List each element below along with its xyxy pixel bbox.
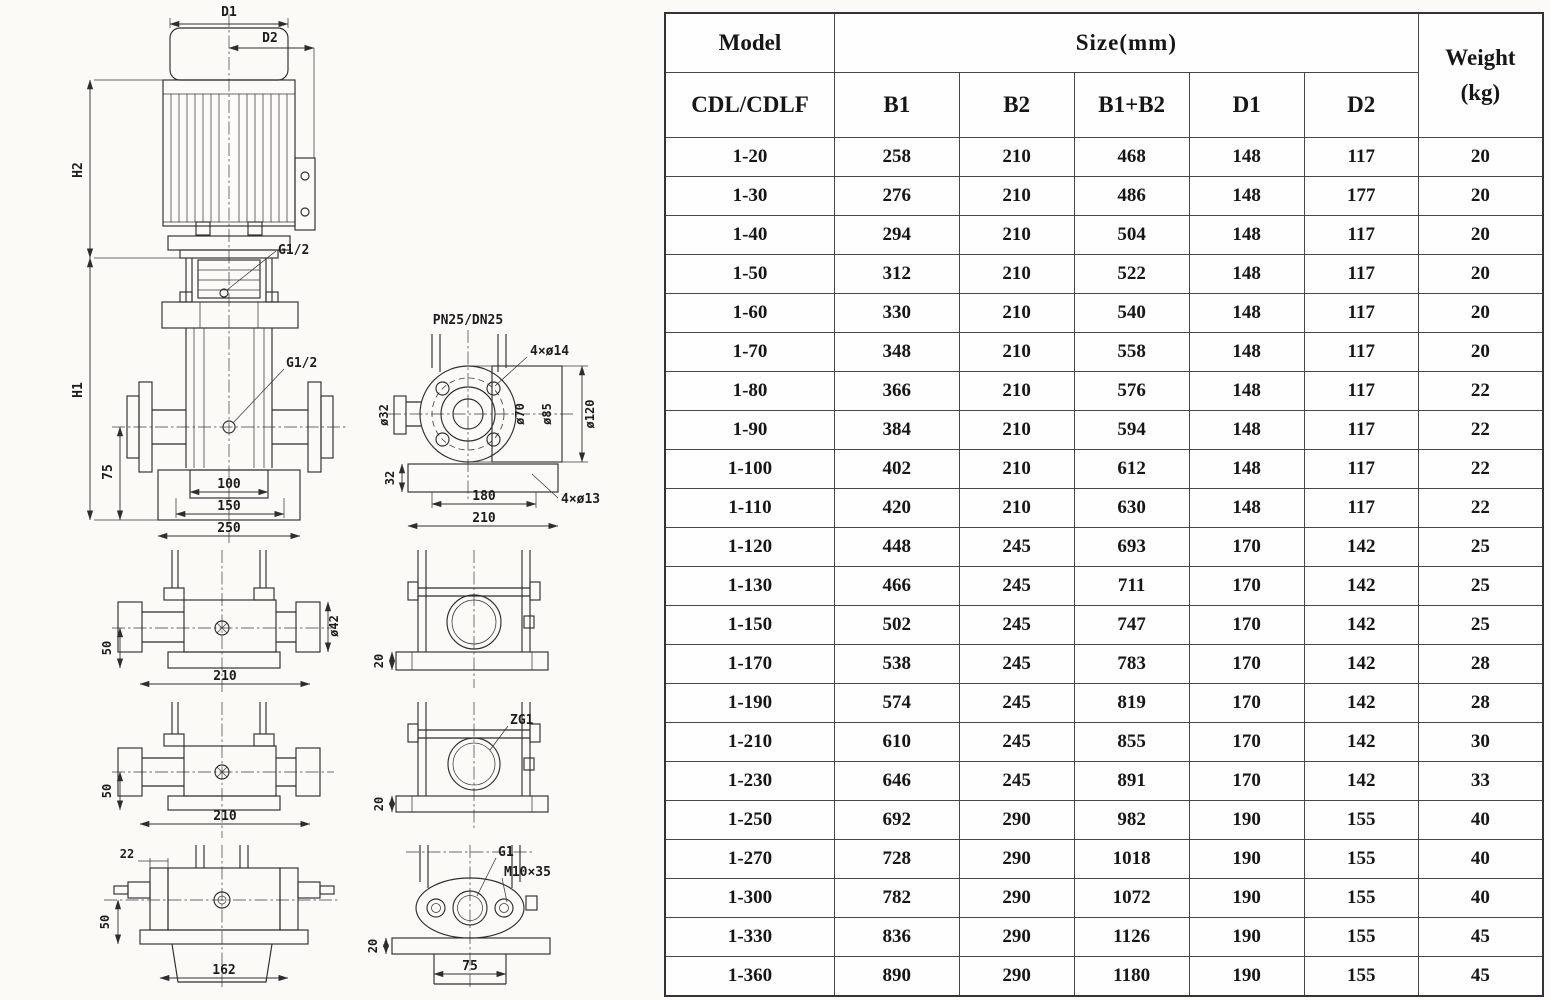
dim-label-d2: D2 bbox=[262, 31, 278, 46]
col-header-b1: B1 bbox=[834, 73, 959, 138]
dimension-cell: 45 bbox=[1418, 918, 1543, 957]
side-view-1 bbox=[372, 550, 548, 688]
dim-label-22: 22 bbox=[119, 847, 135, 861]
dimension-cell: 25 bbox=[1418, 528, 1543, 567]
dimension-cell: 890 bbox=[834, 957, 959, 997]
label-bolts-4x14: 4×ø14 bbox=[530, 344, 570, 359]
table-row bbox=[665, 216, 1543, 255]
dimension-cell: 1180 bbox=[1074, 957, 1189, 997]
weight-label: Weight bbox=[1445, 45, 1516, 70]
dim-label-50-bottom: 50 bbox=[98, 914, 112, 930]
dimension-cell: 1018 bbox=[1074, 840, 1189, 879]
dimension-cell: 117 bbox=[1304, 294, 1418, 333]
dimension-cell: 20 bbox=[1418, 138, 1543, 177]
dimension-cell: 290 bbox=[959, 879, 1074, 918]
model-cell: 1-270 bbox=[665, 840, 834, 879]
dimension-cell: 170 bbox=[1189, 606, 1304, 645]
dimension-cell: 148 bbox=[1189, 333, 1304, 372]
dim-label-dia42: ø42 bbox=[327, 615, 341, 637]
dimension-cell: 148 bbox=[1189, 372, 1304, 411]
dimension-cell: 891 bbox=[1074, 762, 1189, 801]
dimension-cell: 142 bbox=[1304, 723, 1418, 762]
model-cell: 1-230 bbox=[665, 762, 834, 801]
dimension-cell: 30 bbox=[1418, 723, 1543, 762]
label-m10x35: M10×35 bbox=[504, 865, 551, 880]
dim-label-75-side3: 75 bbox=[462, 959, 478, 974]
dimension-cell: 210 bbox=[959, 489, 1074, 528]
dim-label-20-side3: 20 bbox=[366, 938, 380, 954]
dimension-cell: 20 bbox=[1418, 294, 1543, 333]
dimension-cell: 747 bbox=[1074, 606, 1189, 645]
table-row bbox=[665, 762, 1543, 801]
model-header: Model bbox=[665, 13, 834, 73]
model-cell: 1-40 bbox=[665, 216, 834, 255]
section-view-1 bbox=[100, 550, 341, 694]
table-row bbox=[665, 606, 1543, 645]
dimension-cell: 290 bbox=[959, 840, 1074, 879]
dim-label-d1: D1 bbox=[221, 5, 237, 20]
dimension-cell: 20 bbox=[1418, 216, 1543, 255]
dimension-cell: 142 bbox=[1304, 645, 1418, 684]
model-cell: 1-100 bbox=[665, 450, 834, 489]
model-cell: 1-70 bbox=[665, 333, 834, 372]
model-cell: 1-90 bbox=[665, 411, 834, 450]
dimension-cell: 210 bbox=[959, 372, 1074, 411]
model-cell: 1-80 bbox=[665, 372, 834, 411]
dimension-cell: 612 bbox=[1074, 450, 1189, 489]
dimension-cell: 33 bbox=[1418, 762, 1543, 801]
dimension-cell: 210 bbox=[959, 177, 1074, 216]
dimension-cell: 20 bbox=[1418, 177, 1543, 216]
dimension-cell: 210 bbox=[959, 138, 1074, 177]
model-cell: 1-190 bbox=[665, 684, 834, 723]
dimension-cell: 448 bbox=[834, 528, 959, 567]
side-view-3 bbox=[366, 845, 551, 988]
label-pn25-dn25: PN25/DN25 bbox=[432, 313, 504, 328]
table-row bbox=[665, 450, 1543, 489]
dimension-cell: 148 bbox=[1189, 411, 1304, 450]
section-view-3 bbox=[98, 845, 340, 990]
dim-label-dia120: ø120 bbox=[583, 399, 597, 429]
dimension-cell: 504 bbox=[1074, 216, 1189, 255]
label-g1: G1 bbox=[498, 845, 514, 860]
dimension-cell: 190 bbox=[1189, 957, 1304, 997]
dimension-cell: 170 bbox=[1189, 684, 1304, 723]
model-cell: 1-300 bbox=[665, 879, 834, 918]
dimension-cell: 711 bbox=[1074, 567, 1189, 606]
flange-top-view bbox=[377, 313, 600, 526]
dim-label-h2: H2 bbox=[71, 162, 86, 178]
dimension-cell: 258 bbox=[834, 138, 959, 177]
dim-label-210-mid1: 210 bbox=[213, 669, 237, 684]
table-row bbox=[665, 528, 1543, 567]
dimension-cell: 576 bbox=[1074, 372, 1189, 411]
model-cell: 1-150 bbox=[665, 606, 834, 645]
label-bolts-4x13: 4×ø13 bbox=[561, 492, 601, 507]
dim-label-150: 150 bbox=[217, 499, 241, 514]
table-row bbox=[665, 801, 1543, 840]
dimension-cell: 25 bbox=[1418, 606, 1543, 645]
dimension-cell: 384 bbox=[834, 411, 959, 450]
dimension-cell: 148 bbox=[1189, 177, 1304, 216]
dimension-cell: 190 bbox=[1189, 801, 1304, 840]
model-cell: 1-20 bbox=[665, 138, 834, 177]
dimension-cell: 522 bbox=[1074, 255, 1189, 294]
model-cell: 1-130 bbox=[665, 567, 834, 606]
dimension-cell: 420 bbox=[834, 489, 959, 528]
col-header-d1: D1 bbox=[1189, 73, 1304, 138]
dimension-cell: 40 bbox=[1418, 840, 1543, 879]
dim-label-100: 100 bbox=[217, 477, 241, 492]
model-cell: 1-110 bbox=[665, 489, 834, 528]
section-view-2 bbox=[100, 702, 334, 838]
dim-label-210-mid2: 210 bbox=[213, 809, 237, 824]
dimension-cell: 142 bbox=[1304, 606, 1418, 645]
dimension-cell: 276 bbox=[834, 177, 959, 216]
col-header-d2: D2 bbox=[1304, 73, 1418, 138]
dimension-cell: 20 bbox=[1418, 255, 1543, 294]
table-row bbox=[665, 567, 1543, 606]
dimension-cell: 155 bbox=[1304, 801, 1418, 840]
dimension-cell: 366 bbox=[834, 372, 959, 411]
dim-label-dia70: ø70 bbox=[513, 403, 527, 425]
dimension-cell: 540 bbox=[1074, 294, 1189, 333]
dimension-cell: 348 bbox=[834, 333, 959, 372]
dimension-cell: 177 bbox=[1304, 177, 1418, 216]
dimension-cell: 148 bbox=[1189, 138, 1304, 177]
table-row bbox=[665, 333, 1543, 372]
dimension-cell: 40 bbox=[1418, 879, 1543, 918]
dimension-cell: 190 bbox=[1189, 879, 1304, 918]
dimension-cell: 148 bbox=[1189, 216, 1304, 255]
dim-label-180: 180 bbox=[472, 489, 496, 504]
dimension-cell: 630 bbox=[1074, 489, 1189, 528]
dimension-cell: 40 bbox=[1418, 801, 1543, 840]
dimension-cell: 245 bbox=[959, 723, 1074, 762]
dimension-cell: 783 bbox=[1074, 645, 1189, 684]
table-row bbox=[665, 489, 1543, 528]
weight-header bbox=[1418, 13, 1543, 138]
model-cell: 1-50 bbox=[665, 255, 834, 294]
dimension-cell: 245 bbox=[959, 606, 1074, 645]
dimension-cell: 117 bbox=[1304, 411, 1418, 450]
table-row bbox=[665, 840, 1543, 879]
dimension-cell: 148 bbox=[1189, 255, 1304, 294]
dimension-cell: 693 bbox=[1074, 528, 1189, 567]
dimension-cell: 819 bbox=[1074, 684, 1189, 723]
dimension-cell: 210 bbox=[959, 216, 1074, 255]
dimension-cell: 245 bbox=[959, 528, 1074, 567]
pump-technical-drawing bbox=[0, 0, 660, 1000]
dimension-cell: 170 bbox=[1189, 645, 1304, 684]
dimension-cell: 142 bbox=[1304, 567, 1418, 606]
table-row bbox=[665, 645, 1543, 684]
dim-label-20-side2: 20 bbox=[372, 796, 386, 812]
dim-label-162: 162 bbox=[212, 963, 236, 978]
dimension-cell: 190 bbox=[1189, 840, 1304, 879]
dimension-cell: 468 bbox=[1074, 138, 1189, 177]
dimension-cell: 22 bbox=[1418, 411, 1543, 450]
dim-label-210-flange: 210 bbox=[472, 511, 496, 526]
dim-label-h1: H1 bbox=[71, 382, 86, 398]
dim-label-250: 250 bbox=[217, 521, 241, 536]
table-row bbox=[665, 138, 1543, 177]
series-header: CDL/CDLF bbox=[665, 73, 834, 138]
dimension-cell: 117 bbox=[1304, 138, 1418, 177]
dimension-cell: 574 bbox=[834, 684, 959, 723]
model-cell: 1-60 bbox=[665, 294, 834, 333]
dimension-cell: 486 bbox=[1074, 177, 1189, 216]
size-group-header: Size(mm) bbox=[834, 13, 1418, 73]
dimension-cell: 20 bbox=[1418, 333, 1543, 372]
dimension-cell: 170 bbox=[1189, 567, 1304, 606]
col-header-b1b2: B1+B2 bbox=[1074, 73, 1189, 138]
dimension-cell: 290 bbox=[959, 801, 1074, 840]
dimension-cell: 155 bbox=[1304, 957, 1418, 997]
dimension-cell: 117 bbox=[1304, 333, 1418, 372]
dimension-cell: 170 bbox=[1189, 723, 1304, 762]
dimension-cell: 117 bbox=[1304, 489, 1418, 528]
dimension-cell: 170 bbox=[1189, 528, 1304, 567]
dimension-table-panel bbox=[664, 12, 1544, 986]
dim-label-32: 32 bbox=[383, 470, 397, 486]
dimension-cell: 538 bbox=[834, 645, 959, 684]
dimension-cell: 210 bbox=[959, 294, 1074, 333]
label-g12-upper: G1/2 bbox=[278, 243, 310, 258]
table-row bbox=[665, 879, 1543, 918]
dimension-cell: 22 bbox=[1418, 489, 1543, 528]
dimension-cell: 142 bbox=[1304, 762, 1418, 801]
table-row bbox=[665, 255, 1543, 294]
dimension-cell: 170 bbox=[1189, 762, 1304, 801]
table-row bbox=[665, 684, 1543, 723]
dimension-cell: 210 bbox=[959, 411, 1074, 450]
dimension-cell: 117 bbox=[1304, 255, 1418, 294]
table-row bbox=[665, 294, 1543, 333]
weight-unit: (kg) bbox=[1460, 79, 1501, 105]
dimension-cell: 1126 bbox=[1074, 918, 1189, 957]
dimension-cell: 148 bbox=[1189, 489, 1304, 528]
dimension-cell: 558 bbox=[1074, 333, 1189, 372]
dimension-cell: 646 bbox=[834, 762, 959, 801]
dim-label-dia32: ø32 bbox=[377, 404, 391, 426]
dimension-cell: 142 bbox=[1304, 528, 1418, 567]
dimension-cell: 155 bbox=[1304, 879, 1418, 918]
dimension-cell: 210 bbox=[959, 333, 1074, 372]
dimension-cell: 330 bbox=[834, 294, 959, 333]
table-row bbox=[665, 723, 1543, 762]
table-row bbox=[665, 918, 1543, 957]
dimension-cell: 402 bbox=[834, 450, 959, 489]
dimension-cell: 25 bbox=[1418, 567, 1543, 606]
model-cell: 1-250 bbox=[665, 801, 834, 840]
dim-label-20-side1: 20 bbox=[372, 653, 386, 669]
dimension-cell: 245 bbox=[959, 567, 1074, 606]
table-row bbox=[665, 177, 1543, 216]
dimension-cell: 594 bbox=[1074, 411, 1189, 450]
dim-label-dia85: ø85 bbox=[540, 403, 554, 425]
dimension-cell: 148 bbox=[1189, 450, 1304, 489]
dimension-cell: 245 bbox=[959, 645, 1074, 684]
dimension-cell: 245 bbox=[959, 762, 1074, 801]
dimension-cell: 22 bbox=[1418, 450, 1543, 489]
front-view bbox=[71, 5, 346, 544]
dimension-cell: 155 bbox=[1304, 918, 1418, 957]
dimension-cell: 28 bbox=[1418, 684, 1543, 723]
dimension-cell: 855 bbox=[1074, 723, 1189, 762]
dimension-cell: 117 bbox=[1304, 216, 1418, 255]
dim-label-75: 75 bbox=[101, 464, 116, 480]
dimension-cell: 610 bbox=[834, 723, 959, 762]
dimension-cell: 22 bbox=[1418, 372, 1543, 411]
dimension-cell: 294 bbox=[834, 216, 959, 255]
model-cell: 1-170 bbox=[665, 645, 834, 684]
side-view-2 bbox=[372, 702, 548, 830]
table-row bbox=[665, 957, 1543, 997]
dimension-cell: 117 bbox=[1304, 372, 1418, 411]
dimension-cell: 190 bbox=[1189, 918, 1304, 957]
dimension-cell: 290 bbox=[959, 918, 1074, 957]
dimension-cell: 692 bbox=[834, 801, 959, 840]
dim-label-50-mid2: 50 bbox=[100, 783, 114, 799]
dimension-cell: 210 bbox=[959, 450, 1074, 489]
spec-table-body bbox=[665, 138, 1543, 997]
dimension-cell: 466 bbox=[834, 567, 959, 606]
dimension-cell: 155 bbox=[1304, 840, 1418, 879]
dimension-cell: 782 bbox=[834, 879, 959, 918]
dimension-cell: 502 bbox=[834, 606, 959, 645]
dimension-cell: 28 bbox=[1418, 645, 1543, 684]
table-row bbox=[665, 411, 1543, 450]
dim-label-50-mid1: 50 bbox=[100, 640, 114, 656]
pump-dimension-table bbox=[664, 12, 1544, 997]
dimension-cell: 290 bbox=[959, 957, 1074, 997]
model-cell: 1-210 bbox=[665, 723, 834, 762]
dimension-cell: 117 bbox=[1304, 450, 1418, 489]
dimension-cell: 210 bbox=[959, 255, 1074, 294]
col-header-b2: B2 bbox=[959, 73, 1074, 138]
label-g12-lower: G1/2 bbox=[286, 356, 318, 371]
model-cell: 1-330 bbox=[665, 918, 834, 957]
dimension-cell: 728 bbox=[834, 840, 959, 879]
model-cell: 1-120 bbox=[665, 528, 834, 567]
dimension-cell: 836 bbox=[834, 918, 959, 957]
table-row bbox=[665, 372, 1543, 411]
dimension-cell: 982 bbox=[1074, 801, 1189, 840]
dimension-cell: 1072 bbox=[1074, 879, 1189, 918]
dimension-cell: 45 bbox=[1418, 957, 1543, 997]
label-zg1: ZG1 bbox=[510, 713, 534, 728]
model-cell: 1-360 bbox=[665, 957, 834, 997]
dimension-cell: 312 bbox=[834, 255, 959, 294]
dimension-cell: 245 bbox=[959, 684, 1074, 723]
model-cell: 1-30 bbox=[665, 177, 834, 216]
dimension-cell: 148 bbox=[1189, 294, 1304, 333]
dimension-cell: 142 bbox=[1304, 684, 1418, 723]
